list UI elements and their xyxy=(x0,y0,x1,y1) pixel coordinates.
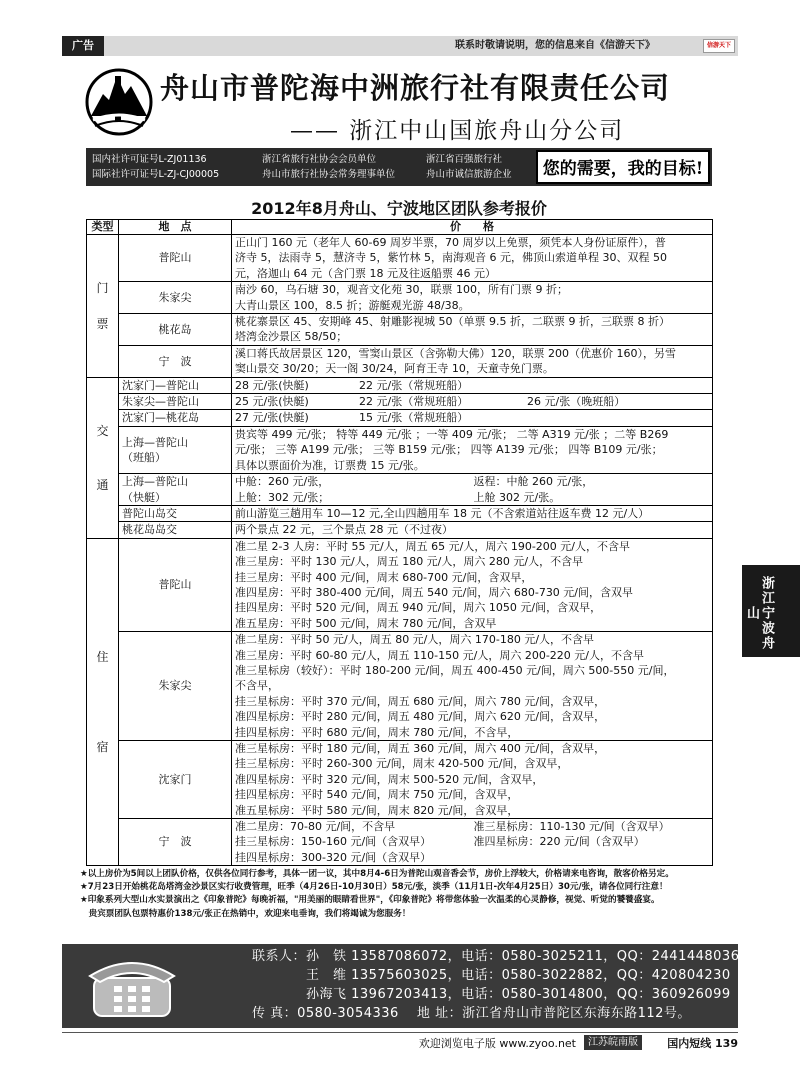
hotel-place: 普陀山 xyxy=(119,538,232,631)
price-line: 具体以票面价为准，订票费 15 元/张。 xyxy=(235,458,425,472)
price-line: 济寺 5，法雨寺 5，慧济寺 5，紫竹林 5，南海观音 6 元，佛顶山索道单程 30、双程 50 xyxy=(235,251,667,265)
price-line: 准二星 2-3 人房：平时 55 元/人，周五 65 元/人，周六 190-200 元/人，不含早 xyxy=(235,539,631,553)
hotel-price xyxy=(232,741,713,819)
traffic-price xyxy=(232,474,713,506)
footer-section: 国内短线 139 xyxy=(667,1037,738,1050)
price-pair xyxy=(235,834,712,849)
price-line: 挂三星房：平时 400 元/间，周末 680-700 元/间，含双早， xyxy=(235,570,533,584)
contact-line-4: 传 真：0580-3054336 地 址：浙江省舟山市普陀区东海东路112号。 xyxy=(252,1006,691,1021)
price-cell: 上舱 302 元/张。 xyxy=(473,490,561,504)
top-note: 联系时敬请说明，您的信息来自《信游天下》 xyxy=(455,40,655,51)
price-line: 准四星标房：平时 280 元/间，周五 480 元/间，周六 620 元/间，含双早， xyxy=(235,710,606,724)
price-cell: 准二星房：70-80 元/间，不含早 xyxy=(235,820,396,834)
contact-line-1: 联系人：孙 铁 13587086072，电话：0580-3025211，QQ：2441448036 xyxy=(252,949,740,964)
ticket-place: 普陀山 xyxy=(119,235,232,282)
traffic-row xyxy=(87,505,713,521)
price-pair xyxy=(235,474,712,489)
traffic-place: 桃花岛岛交 xyxy=(119,522,232,538)
hotel-row xyxy=(87,819,713,866)
traffic-row xyxy=(87,474,713,506)
side-strip xyxy=(776,565,800,657)
price-line: 挂四星标房：平时 540 元/间，周末 750 元/间，含双早， xyxy=(235,788,519,802)
region-tab: 浙江宁波舟山 xyxy=(742,565,776,657)
price-line: 准三星房：平时 130 元/人，周五 180 元/人，周六 280 元/人，不含早 xyxy=(235,555,584,569)
price-line: 前山游览三趟用车 10—12 元,全山四趟用车 18 元（不含索道站往返车费 12 元/人） xyxy=(235,506,650,520)
telephone-icon xyxy=(84,950,180,1022)
slogan: 您的需要，我的目标! xyxy=(536,150,710,184)
price-line: 贵宾等 499 元/张； 特等 449 元/张 ；一等 409 元/张； 二等 A319 元/张 ；二等 B269 xyxy=(235,427,669,441)
price-line: 元/张； 三等 A199 元/张； 三等 B159 元/张； 四等 A139 元/张； 四等 B109 元/张； xyxy=(235,443,663,457)
price-line: 准五星标房：平时 580 元/间，周末 820 元/间，含双早， xyxy=(235,803,519,817)
license-bar xyxy=(86,148,712,186)
price-columns xyxy=(235,410,712,425)
price-line: 两个景点 22 元，三个景点 28 元（不过夜） xyxy=(235,523,453,537)
price-columns xyxy=(235,394,712,409)
traffic-place: 上海—普陀山 （班船） xyxy=(119,426,232,473)
ticket-place: 桃花岛 xyxy=(119,314,232,346)
company-logo-icon xyxy=(85,64,153,142)
honor-1: 浙江省百强旅行社 xyxy=(426,154,503,165)
note-1: ★以上房价为5间以上团队价格，仅供各位同行参考，具体一团一议，其中8月4-6日为普陀山观音香会节，房价上浮较大，价格请来电咨询，散客价格另定。 xyxy=(80,869,674,879)
ticket-row xyxy=(87,235,713,282)
ticket-price xyxy=(232,314,713,346)
price-line: 准三星标房（较好）：平时 180-200 元/间，周五 400-450 元/间，周六 500-550 元/间， xyxy=(235,663,675,677)
price-line: 南沙 60，乌石塘 30，观音文化苑 30，联票 100，所有门票 9 折； xyxy=(235,283,568,297)
ticket-price xyxy=(232,345,713,377)
price-cell: 22 元/张（常规班船） xyxy=(359,395,469,409)
traffic-row xyxy=(87,522,713,538)
traffic-place: 普陀山岛交 xyxy=(119,505,232,521)
hotel-price xyxy=(232,819,713,866)
price-line: 窦山景交 30/20；天一阁 30/24，阿育王寺 10，天童寺免门票。 xyxy=(235,362,554,376)
price-columns xyxy=(235,378,712,393)
price-line: 准二星房：平时 50 元/人，周五 80 元/人，周六 170-180 元/人，不含早 xyxy=(235,633,595,647)
price-pair xyxy=(235,850,712,865)
ad-tag: 广告 xyxy=(62,36,104,56)
hotel-place: 沈家门 xyxy=(119,741,232,819)
traffic-price xyxy=(232,426,713,473)
price-line: 准三星标房：平时 180 元/间，周五 360 元/间，周六 400 元/间，含双早， xyxy=(235,742,606,755)
membership-1: 浙江省旅行社协会会员单位 xyxy=(262,154,377,165)
price-cell: 中舱：260 元/张， xyxy=(235,475,330,489)
notes xyxy=(80,868,720,921)
hotel-place: 宁 波 xyxy=(119,819,232,866)
price-line: 挂三星标房：平时 260-300 元/间，周末 420-500 元/间，含双早， xyxy=(235,757,569,771)
price-line: 塔湾金沙景区 58/50； xyxy=(235,330,348,344)
hotel-price xyxy=(232,538,713,631)
price-line: 大青山景区 100，8.5 折；游艇观光游 48/38。 xyxy=(235,298,470,312)
license-international: 国际社许可证号L-ZJ-CJ00005 xyxy=(92,169,220,180)
price-cell: 挂三星标房：150-160 元/间（含双早） xyxy=(235,835,432,849)
ticket-price xyxy=(232,235,713,282)
price-cell: 25 元/张(快艇) xyxy=(235,395,309,409)
contact-line-2: 王 维 13575603025，电话：0580-3022882，QQ：420804230 xyxy=(252,968,731,983)
page-title: 2012年8月舟山、宁波地区团队参考报价 xyxy=(251,199,547,218)
ticket-row xyxy=(87,345,713,377)
hotel-place: 朱家尖 xyxy=(119,632,232,741)
hotel-price xyxy=(232,632,713,741)
header-type: 类型 xyxy=(87,220,119,235)
traffic-row xyxy=(87,410,713,426)
company-name: 舟山市普陀海中洲旅行社有限责任公司 xyxy=(160,71,671,105)
price-cell: 挂四星标房：300-320 元/间（含双早） xyxy=(235,850,432,864)
price-line: 不含早， xyxy=(235,679,279,693)
traffic-place: 上海—普陀山 （快艇） xyxy=(119,474,232,506)
header-price: 价 格 xyxy=(232,220,713,235)
note-2: ★7月23日开始桃花岛塔湾金沙景区实行收费管理，旺季（4月26日-10月30日）58元/张，淡季（11月1日-次年4月25日）30元/张，请各位同行注意！ xyxy=(80,882,668,893)
ticket-place: 朱家尖 xyxy=(119,282,232,314)
price-line: 挂三星标房：平时 370 元/间，周五 680 元/间，周六 780 元/间，含双早， xyxy=(235,694,606,708)
traffic-price xyxy=(232,377,713,393)
license-domestic: 国内社许可证号L-ZJ01136 xyxy=(92,154,207,165)
contact-line-3: 孙海飞 13967203413，电话：0580-3014800，QQ：360926099 xyxy=(252,987,731,1002)
hotel-row xyxy=(87,741,713,819)
header-place: 地 点 xyxy=(119,220,232,235)
price-cell: 准四星标房：220 元/间（含双早） xyxy=(473,835,645,849)
traffic-place: 沈家门—普陀山 xyxy=(119,377,232,393)
price-cell xyxy=(527,410,707,425)
price-pair xyxy=(235,819,712,834)
hotel-category: 住 宿 xyxy=(87,538,119,866)
traffic-category: 交 通 xyxy=(87,377,119,538)
footer xyxy=(62,1032,738,1052)
price-cell: 准三星标房：110-130 元/间（含双早） xyxy=(473,820,670,834)
note-3: ★印象系列大型山水实景演出之《印象普陀》每晚祈福，"用美丽的眼睛看世界"，《印象普陀》将带您体验一次温柔的心灵静修，视觉、听觉的饕餮盛宴。 xyxy=(80,895,660,906)
price-line: 正山门 160 元（老年人 60-69 周岁半票，70 周岁以上免票，须凭本人身份证原件），普 xyxy=(235,236,666,249)
traffic-place: 朱家尖—普陀山 xyxy=(119,394,232,410)
hotel-row xyxy=(87,538,713,631)
note-4: 贵宾票团队包票特惠价138元/张正在热销中，欢迎来电垂询，我们将竭诚为您服务！ xyxy=(80,908,411,919)
traffic-row xyxy=(87,394,713,410)
price-cell xyxy=(527,378,707,393)
price-line: 准五星房：平时 500 元/间，周末 780 元/间，含双早 xyxy=(235,616,497,630)
price-cell: 22 元/张（常规班船） xyxy=(359,378,469,392)
price-line: 溪口蒋氏故居景区 120，雪窦山景区（含弥勒大佛）120，联票 200（优惠价 160），另雪 xyxy=(235,346,676,360)
price-line: 元，洛迦山 64 元（含门票 18 元及往返船票 46 元） xyxy=(235,266,496,280)
ticket-row xyxy=(87,314,713,346)
traffic-price xyxy=(232,522,713,538)
price-cell xyxy=(474,850,713,865)
ticket-price xyxy=(232,282,713,314)
price-line: 桃花寨景区 45、安期峰 45、射雕影视城 50（单票 9.5 折，二联票 9 折，三联票 8 折） xyxy=(235,315,670,329)
hotel-row xyxy=(87,632,713,741)
membership-2: 舟山市旅行社协会常务理事单位 xyxy=(262,169,396,180)
price-cell: 上舱：302 元/张； xyxy=(235,490,330,504)
price-line: 准四星标房：平时 320 元/间，周末 500-520 元/间，含双早， xyxy=(235,772,544,786)
price-line: 准三星房：平时 60-80 元/人，周五 110-150 元/人，周六 200-220 元/人，不含早 xyxy=(235,648,644,662)
price-cell: 15 元/张（常规班船） xyxy=(359,411,469,425)
price-line: 挂四星房：平时 520 元/间，周五 940 元/间，周六 1050 元/间，含双早， xyxy=(235,601,602,615)
price-cell: 28 元/张(快艇) xyxy=(235,378,309,392)
honor-2: 舟山市诚信旅游企业 xyxy=(426,169,512,180)
traffic-price xyxy=(232,410,713,426)
traffic-price xyxy=(232,505,713,521)
publisher-logo: 信游天下 xyxy=(703,39,735,53)
price-cell: 27 元/张(快艇) xyxy=(235,411,309,425)
price-cell: 返程：中舱 260 元/张， xyxy=(473,475,594,489)
traffic-row xyxy=(87,377,713,393)
traffic-price xyxy=(232,394,713,410)
price-pair xyxy=(235,490,712,505)
traffic-row xyxy=(87,426,713,473)
price-line: 准四星房：平时 380-400 元/间，周五 540 元/间，周六 680-730 元/间，含双早 xyxy=(235,585,634,599)
footer-edition: 江苏皖南版 xyxy=(584,1035,642,1050)
company-subtitle: —— 浙江中山国旅舟山分公司 xyxy=(290,118,625,144)
ticket-row xyxy=(87,282,713,314)
traffic-place: 沈家门—桃花岛 xyxy=(119,410,232,426)
price-table xyxy=(86,219,713,866)
ticket-place: 宁 波 xyxy=(119,345,232,377)
ticket-category: 门 票 xyxy=(87,235,119,378)
price-cell: 26 元/张（晚班船） xyxy=(527,395,626,409)
price-line: 挂四星标房：平时 680 元/间，周末 780 元/间，不含早， xyxy=(235,725,519,739)
footer-website[interactable]: 欢迎浏览电子版 www.zyoo.net xyxy=(418,1037,576,1050)
